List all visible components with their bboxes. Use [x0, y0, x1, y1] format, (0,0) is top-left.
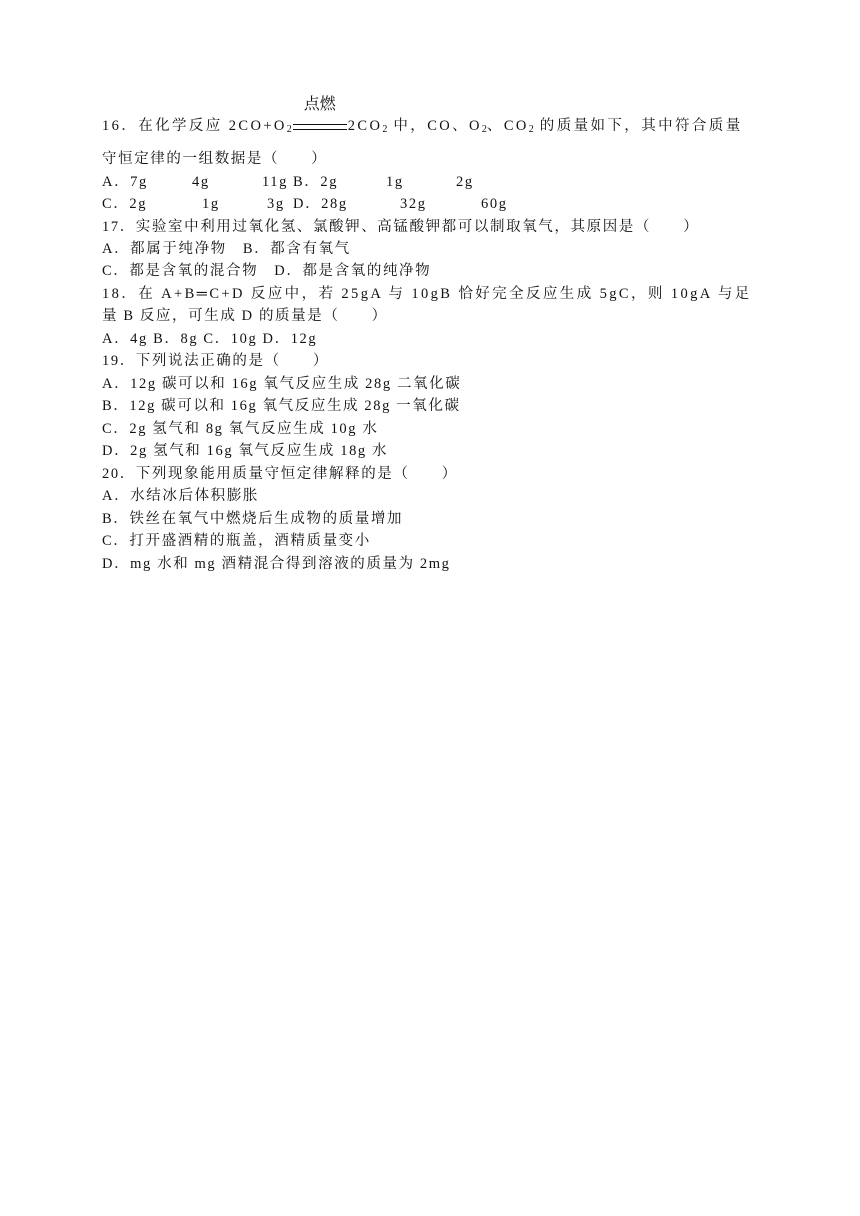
q16-option-a-value2: 4g [192, 174, 210, 190]
q20-option-d: D．mg 水和 mg 酒精混合得到溶液的质量为 2mg [102, 556, 451, 572]
q16-stem-suffix: 中，CO、O [387, 118, 482, 134]
q18-options: A．4g B．8g C．10g D．12g [102, 331, 318, 347]
q16-option-b-value3: 2g [456, 174, 474, 190]
subscript: 2 [382, 124, 388, 135]
q19-stem: 19．下列说法正确的是（ ） [102, 353, 329, 369]
q20-option-a: A．水结冰后体积膨胀 [102, 488, 259, 504]
q16-option-c: C．2g [102, 196, 148, 212]
q16-option-d-value2: 32g [400, 196, 427, 212]
q16-stem-line2: 守恒定律的一组数据是（ ） [102, 151, 328, 167]
q17-options-cd: C．都是含氧的混合物 D．都是含氧的纯净物 [102, 263, 432, 279]
q16-options-cd [102, 195, 508, 213]
reaction-arrow [292, 94, 348, 135]
q20-option-c: C．打开盛酒精的瓶盖，酒精质量变小 [102, 533, 371, 549]
q16-option-b: B．2g [293, 174, 339, 190]
q19-option-c: C．2g 氢气和 8g 氧气反应生成 10g 水 [102, 421, 379, 437]
reaction-condition: 点燃 [303, 94, 336, 113]
subscript: 2 [286, 124, 292, 135]
q16-stem-tail1: 、CO [486, 118, 529, 134]
q16-option-d: D．28g [293, 196, 348, 212]
q16-option-d-value3: 60g [481, 196, 508, 212]
q17-stem: 17．实验室中利用过氧化氢、氯酸钾、高锰酸钾都可以制取氧气，其原因是（ ） [102, 219, 700, 235]
q16-option-c-value3: 3g [267, 196, 285, 212]
q19-option-b: B．12g 碳可以和 16g 氧气反应生成 28g 一氧化碳 [102, 398, 461, 414]
q18-stem-line1: 18．在 A+B═C+D 反应中，若 25gA 与 10gB 恰好完全反应生成 5gC，则 10gA 与足 [102, 286, 752, 302]
q18-stem-line2: 量 B 反应，可生成 D 的质量是（ ） [102, 308, 388, 324]
subscript: 2 [481, 124, 487, 135]
q16-option-c-value2: 1g [202, 196, 220, 212]
q16-option-b-value2: 1g [386, 174, 404, 190]
q16-stem-tail2: 的质量如下，其中符合质量 [533, 118, 743, 134]
q16-option-a: A．7g [102, 174, 148, 190]
q16-stem-prefix: 16．在化学反应 2CO+O [102, 118, 287, 134]
q19-option-d: D．2g 氢气和 16g 氧气反应生成 18g 水 [102, 443, 389, 459]
q19-option-a: A．12g 碳可以和 16g 氧气反应生成 28g 二氧化碳 [102, 376, 462, 392]
q16-option-a-value3: 11g [262, 174, 289, 190]
q20-option-b: B．铁丝在氧气中燃烧后生成物的质量增加 [102, 511, 404, 527]
double-line [293, 124, 347, 130]
q17-options-ab: A．都属于纯净物 B．都含有氧气 [102, 241, 351, 257]
q16-product: 2CO [347, 118, 383, 134]
subscript: 2 [528, 124, 534, 135]
q16-options-ab [102, 173, 474, 191]
q20-stem: 20．下列现象能用质量守恒定律解释的是（ ） [102, 466, 458, 482]
q16-stem-line1 [102, 94, 743, 139]
